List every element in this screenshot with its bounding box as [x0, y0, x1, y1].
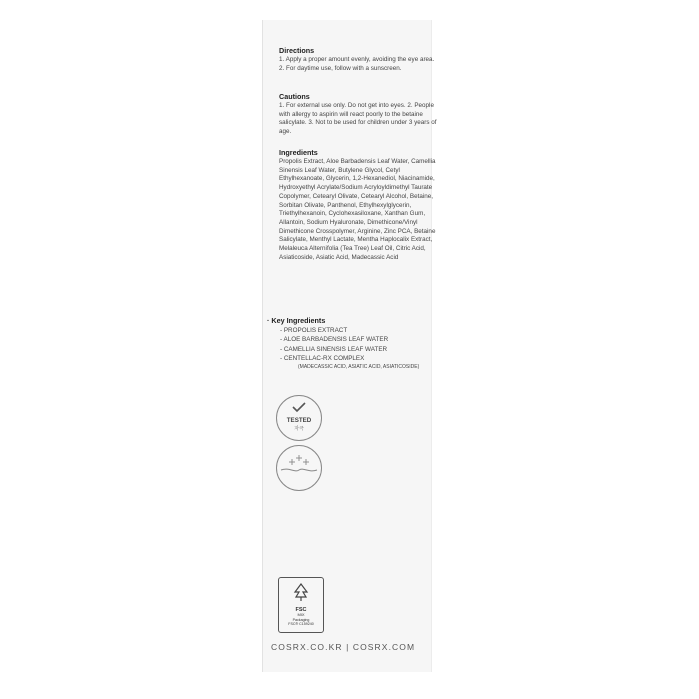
- cautions-text: 1. For external use only. Do not get into eyes. 2. People with allergy to aspirin will react poorly to the betaine salicylate. 3. Not to be used for children under 3 years of age.: [279, 102, 437, 136]
- fsc-mix-label: MIX: [297, 612, 305, 617]
- key-ingredients-section: [266, 316, 436, 371]
- cautions-section: [279, 92, 439, 137]
- fsc-logo: [278, 577, 324, 633]
- skin-sparkle-badge: [276, 445, 322, 491]
- list-item: - PROPOLIS EXTRACT: [280, 327, 348, 334]
- list-item: - CENTELLAC-RX COMPLEX: [280, 355, 365, 363]
- sparkle-skin-icon: [277, 446, 321, 490]
- tested-badge: [276, 395, 322, 441]
- tested-label: TESTED: [286, 417, 312, 424]
- list-item: - CAMELLIA SINENSIS LEAF WATER: [280, 345, 388, 353]
- fsc-label: FSC: [295, 607, 307, 613]
- checkmark-icon: [277, 396, 321, 440]
- tested-korean-label: 자극: [294, 426, 304, 432]
- website-footer: COSRX.CO.KR | COSRX.COM: [271, 642, 416, 652]
- key-ingredients-list: [266, 326, 436, 371]
- tree-icon: [290, 582, 312, 602]
- list-item-subtext: (MADECASSIC ACID, ASIATIC ACID, ASIATICOSIDE): [298, 363, 420, 370]
- directions-text: 1. Apply a proper amount evenly, avoiding the eye area. 2. For daytime use, follow with a sunscreen.: [279, 56, 435, 72]
- directions-section: [279, 46, 439, 73]
- key-ingredients-title: · Key Ingredients: [267, 316, 326, 325]
- directions-title: Directions: [279, 46, 315, 55]
- ingredients-text: Propolis Extract, Aloe Barbadensis Leaf Water, Camellia Sinensis Leaf Water, Butylene Glycol, Cetyl Ethylhexanoate, Glycerin, 1,2-Hexanediol, Niacinamide, Hydroxyethyl Acrylate/Sodium Acryloyldimethyl Taurate Copolymer, Cetearyl Olivate, Cetearyl Alcohol, Betaine, Sorbitan Olivate, Panthenol, Ethylhexylglycerin, Triethylhexanoin, Cyclohexasiloxane, Xanthan Gum, Allantoin, Sodium Hyaluronate, Dimethicone/Vinyl Dimethicone Crosspolymer, Arginine, Zinc PCA, Betaine Salicylate, Menthyl Lactate, Mentha Haplocalix Extract, Melaleuca Alternifolia (Tea Tree) Leaf Oil, Citric Acid, Asiaticoside, Asiatic Acid, Madecassic Acid: [279, 158, 436, 261]
- ingredients-section: [279, 148, 437, 262]
- fsc-packaging-label: Packaging: [292, 617, 310, 622]
- cautions-title: Cautions: [279, 92, 310, 101]
- ingredients-title: Ingredients: [279, 148, 318, 157]
- fsc-code: FSC® C159240: [288, 622, 314, 626]
- list-item: - ALOE BARBADENSIS LEAF WATER: [280, 336, 389, 344]
